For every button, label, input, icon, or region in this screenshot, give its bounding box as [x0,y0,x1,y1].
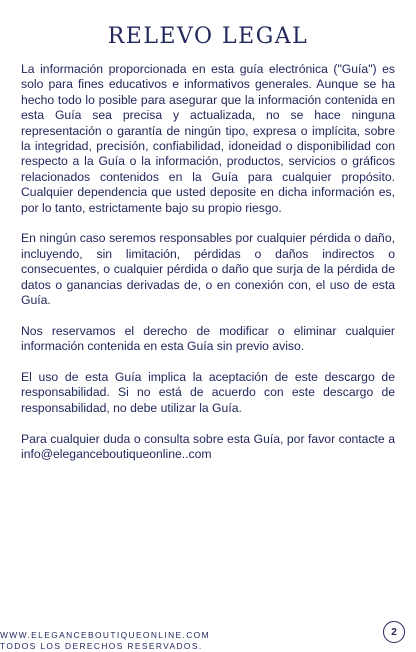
footer-website: WWW.ELEGANCEBOUTIQUEONLINE.COM [0,630,210,640]
paragraph-liability: En ningún caso seremos responsables por cualquier pérdida o daño, incluyendo, sin limitación, pérdidas o daños indirectos o consecuentes, o cualquier pérdida o daño que surja de la pérdida de datos o ganancias derivadas de, o en conexión con, el uso de esta Guía. [21,231,395,308]
paragraph-modification-rights: Nos reservamos el derecho de modificar o eliminar cualquier información contenida en esta Guía sin previo aviso. [21,323,395,354]
paragraph-contact: Para cualquier duda o consulta sobre esta Guía, por favor contacte a info@eleganceboutiqueonline..com [21,431,395,462]
page-footer [0,630,210,652]
paragraph-general-info: La información proporcionada en esta guía electrónica ("Guía") es solo para fines educativos e informativos generales. Aunque se ha hecho todo lo posible para asegurar que la información contenida en esta Guía sea precisa y actualizada, no se hace ninguna representación o garantía de ningún tipo, expresa o implícita, sobre la integridad, precisión, confiabilidad, idoneidad o disponibilidad con respecto a la Guía o la información, productos, servicios o gráficos relacionados contenidos en la Guía para cualquier propósito. Cualquier dependencia que usted deposite en dicha información es, por lo tanto, estrictamente bajo su propio riesgo. [21,62,395,215]
page-title: RELEVO LEGAL [107,24,309,49]
paragraph-acceptance: El uso de esta Guía implica la aceptación de este descargo de responsabilidad. Si no está de acuerdo con este descargo de responsabilidad, no debe utilizar la Guía. [21,370,395,415]
page-number-badge: 2 [383,621,405,643]
footer-rights: TODOS LOS DERECHOS RESERVADOS. [0,641,203,651]
disclaimer-body [21,62,395,478]
